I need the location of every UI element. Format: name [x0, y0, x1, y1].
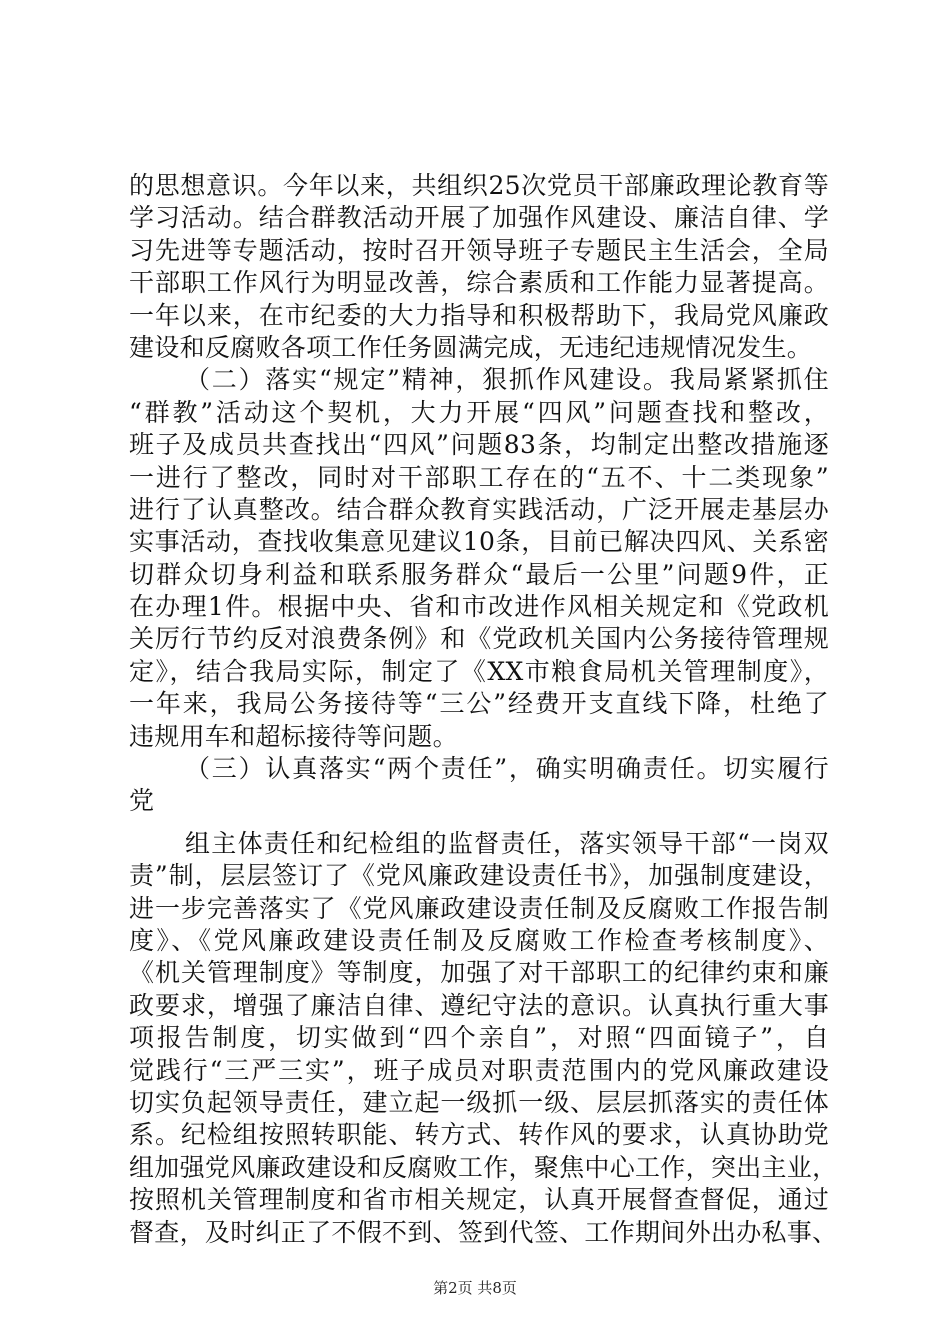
text-line: 切群众切身利益和联系服务群众“最后一公里”问题9件，正 — [129, 559, 829, 589]
text-line: 组加强党风廉政建设和反腐败工作，聚焦中心工作，突出主业， — [129, 1152, 838, 1182]
text-line: 在办理1件。根据中央、省和市改进作风相关规定和《党政机 — [129, 592, 829, 622]
text-line: 建设和反腐败各项工作任务圆满完成，无违纪违规情况发生。 — [129, 332, 813, 362]
text-line: 度》、《党风廉政建设责任制及反腐败工作检查考核制度》、 — [129, 925, 829, 955]
text-line: 干部职工作风行为明显改善，综合素质和工作能力显著提高。 — [129, 268, 829, 298]
text-line: 关厉行节约反对浪费条例》和《党政机关国内公务接待管理规 — [129, 624, 829, 654]
text-line: 组主体责任和纪检组的监督责任，落实领导干部“一岗双 — [185, 828, 829, 858]
text-line: 定》，结合我局实际，制定了《XX市粮食局机关管理制度》， — [129, 656, 829, 686]
text-line: 进一步完善落实了《党风廉政建设责任制及反腐败工作报告制 — [129, 893, 829, 923]
text-line: 的思想意识。今年以来，共组织25次党员干部廉政理论教育等 — [129, 171, 829, 200]
text-line: 督查，及时纠正了不假不到、签到代签、工作期间外出办私事、 — [129, 1217, 838, 1247]
section-heading-line: （二）落实“规定”精神，狠抓作风建设。我局紧紧抓住 — [185, 365, 829, 395]
text-line: 项报告制度，切实做到“四个亲自”，对照“四面镜子”，自 — [129, 1023, 829, 1053]
text-line: 《机关管理制度》等制度，加强了对干部职工的纪律约束和廉 — [129, 958, 829, 988]
section-heading-line: （三）认真落实“两个责任”，确实明确责任。切实履行 — [185, 754, 829, 784]
text-line: 按照机关管理制度和省市相关规定，认真开展督查督促，通过 — [129, 1185, 829, 1215]
text-line: 切实负起领导责任，建立起一级抓一级、层层抓落实的责任体 — [129, 1087, 829, 1117]
text-line: 责”制，层层签订了《党风廉政建设责任书》，加强制度建设， — [129, 861, 829, 891]
text-line: 实事活动，查找收集意见建议10条，目前已解决四风、关系密 — [129, 527, 829, 557]
text-line: 习先进等专题活动，按时召开领导班子专题民主生活会，全局 — [129, 235, 829, 265]
text-line: 进行了认真整改。结合群众教育实践活动，广泛开展走基层办 — [129, 494, 829, 524]
text-line: 一年来，我局公务接待等“三公”经费开支直线下降，杜绝了 — [129, 689, 829, 719]
text-line: 违规用车和超标接待等问题。 — [129, 721, 458, 751]
text-line: 学习活动。结合群教活动开展了加强作风建设、廉洁自律、学 — [129, 203, 829, 233]
text-line: 一年以来，在市纪委的大力指导和积极帮助下，我局党风廉政 — [129, 300, 829, 330]
text-line: “群教”活动这个契机，大力开展“四风”问题查找和整改， — [129, 397, 829, 427]
text-line: 政要求，增强了廉洁自律、遵纪守法的意识。认真执行重大事 — [129, 990, 829, 1020]
text-line: 系。纪检组按照转职能、转方式、转作风的要求，认真协助党 — [129, 1120, 829, 1150]
page-number-footer: 第2页 共8页 — [433, 1279, 517, 1297]
text-line: 班子及成员共查找出“四风”问题83条，均制定出整改措施逐 — [129, 430, 829, 460]
text-line: 党 — [129, 786, 155, 816]
text-line: 一进行了整改，同时对干部职工存在的“五不、十二类现象” — [129, 462, 829, 492]
text-line: 觉践行“三严三实”，班子成员对职责范围内的党风廉政建设 — [129, 1055, 829, 1085]
document-body — [129, 170, 838, 1249]
